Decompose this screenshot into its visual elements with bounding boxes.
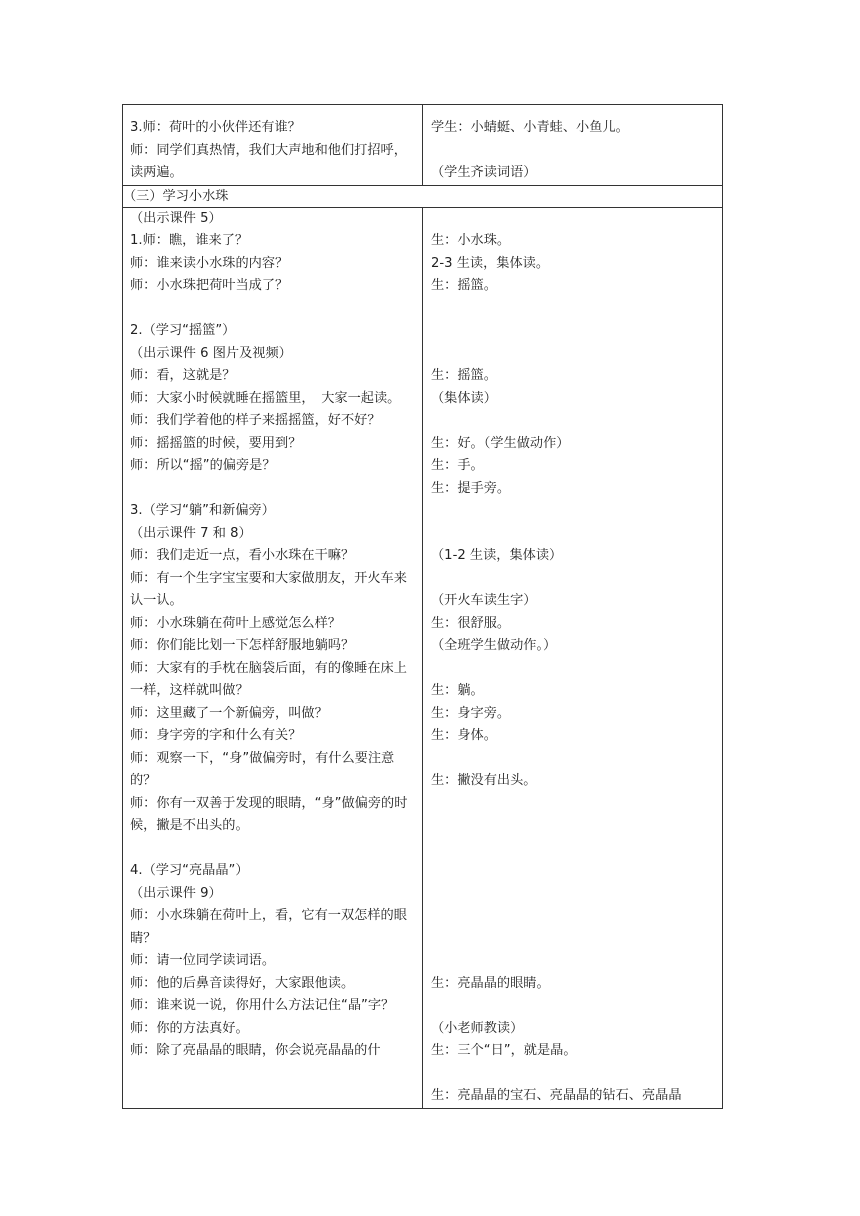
- text-line: [130, 478, 416, 501]
- text-line: [431, 658, 716, 681]
- text-line: [431, 838, 716, 861]
- text-line: 师：我们学着他的样子来摇摇篮，好不好？: [130, 413, 381, 428]
- text-line: [431, 950, 716, 973]
- text-line: [431, 140, 716, 163]
- student-cell: [423, 207, 723, 1108]
- text-line: 生：摇篮。: [431, 368, 497, 383]
- text-line: [431, 748, 716, 771]
- text-line: 师：他的后鼻音读得好，大家跟他读。: [130, 975, 355, 991]
- text-line: 师：谁来说一说，你用什么方法记住“晶”字？: [130, 998, 395, 1013]
- text-line: 师：小水珠躺在荷叶上，看，它有一双怎样的眼睛？: [130, 908, 407, 946]
- text-line: 4.（学习“亮晶晶”）: [130, 863, 249, 878]
- text-line: 师：谁来读小水珠的内容？: [130, 255, 289, 271]
- text-line: （出示课件 7 和 8）: [130, 525, 252, 541]
- text-line: 师：大家小时候就睡在摇篮里， 大家一起读。: [130, 390, 401, 406]
- section-title: （三）学习小水珠: [123, 185, 723, 207]
- text-line: [431, 995, 716, 1018]
- text-line: （出示课件 9）: [130, 885, 222, 901]
- text-line: 生：小水珠。: [431, 233, 511, 248]
- text-line: 生：手。: [431, 458, 484, 473]
- text-line: 生：提手旁。: [431, 480, 511, 496]
- text-line: 生：三个“日”，就是晶。: [431, 1043, 577, 1058]
- text-line: 师：请一位同学读词语。: [130, 953, 276, 968]
- text-line: （出示课件 5）: [130, 210, 222, 226]
- lesson-plan-table: [122, 104, 723, 1109]
- text-line: [431, 208, 716, 231]
- text-line: 生：躺。: [431, 683, 484, 698]
- section-row: [123, 185, 723, 207]
- text-line: 师：除了亮晶晶的眼睛，你会说亮晶晶的什: [130, 1043, 381, 1058]
- text-line: （集体读）: [431, 390, 497, 406]
- text-line: 生：好。（学生做动作）: [431, 435, 570, 451]
- text-line: [431, 298, 716, 321]
- text-line: 2.（学习“摇篮”）: [130, 323, 236, 338]
- text-line: 生：身字旁。: [431, 705, 511, 721]
- text-line: 师：你有一双善于发现的眼睛，“身”做偏旁的时候，撇是不出头的。: [130, 795, 408, 833]
- text-line: 师：所以“摇”的偏旁是？: [130, 458, 276, 473]
- text-line: 生：撇没有出头。: [431, 773, 537, 788]
- text-line: （1-2 生读，集体读）: [431, 548, 563, 563]
- text-line: 3.（学习“躺”和新偏旁）: [130, 503, 275, 518]
- text-line: [431, 905, 716, 928]
- text-line: 师：小水珠躺在荷叶上感觉怎么样？: [130, 615, 341, 631]
- text-line: 生：很舒服。: [431, 615, 511, 631]
- text-line: 师：摇摇篮的时候，要用到？: [130, 435, 302, 451]
- text-line: [431, 860, 716, 883]
- text-line: [431, 523, 716, 546]
- text-line: 师：身字旁的字和什么有关？: [130, 728, 302, 743]
- text-line: [431, 343, 716, 366]
- text-line: 生：亮晶晶的眼睛。: [431, 975, 550, 991]
- text-line: 师：观察一下，“身”做偏旁时，有什么要注意的？: [130, 750, 395, 788]
- text-line: [431, 928, 716, 951]
- teacher-cell: [123, 207, 423, 1108]
- text-line: 师：这里藏了一个新偏旁，叫做？: [130, 705, 328, 721]
- text-line: 师：看，这就是？: [130, 368, 236, 383]
- text-line: （学生齐读词语）: [431, 165, 537, 180]
- text-line: （全班学生做动作。）: [431, 638, 557, 653]
- text-line: [431, 1063, 716, 1086]
- text-line: [431, 410, 716, 433]
- teacher-cell: [123, 105, 423, 186]
- text-line: 师：你的方法真好。: [130, 1020, 249, 1036]
- text-line: 师：我们走近一点，看小水珠在干嘛？: [130, 548, 355, 563]
- text-line: [431, 883, 716, 906]
- text-line: 师：有一个生字宝宝要和大家做朋友，开火车来认一认。: [130, 570, 407, 608]
- text-line: [130, 298, 416, 321]
- text-line: 师：同学们真热情，我们大声地和他们打招呼，读两遍。: [130, 142, 407, 180]
- text-line: 师：你们能比划一下怎样舒服地躺吗？: [130, 638, 355, 653]
- text-line: 师：大家有的手枕在脑袋后面，有的像睡在床上一样，这样就叫做？: [130, 660, 407, 698]
- text-line: 生：亮晶晶的宝石、亮晶晶的钻石、亮晶晶: [431, 1088, 682, 1103]
- text-line: [431, 793, 716, 816]
- text-line: [130, 838, 416, 861]
- text-line: 学生：小蜻蜓、小青蛙、小鱼儿。: [431, 120, 629, 135]
- text-line: [431, 815, 716, 838]
- text-line: [431, 500, 716, 523]
- table-row: [123, 105, 723, 186]
- text-line: （出示课件 6 图片及视频）: [130, 345, 292, 361]
- text-line: 生：摇篮。: [431, 278, 497, 293]
- table-row: [123, 207, 723, 1108]
- text-line: （开火车读生字）: [431, 593, 537, 608]
- text-line: 师：小水珠把荷叶当成了？: [130, 278, 289, 293]
- text-line: [431, 568, 716, 591]
- text-line: 3.师：荷叶的小伙伴还有谁？: [130, 120, 301, 135]
- text-line: [431, 320, 716, 343]
- text-line: （小老师教读）: [431, 1020, 524, 1036]
- text-line: 生：身体。: [431, 728, 497, 743]
- text-line: 2-3 生读，集体读。: [431, 255, 550, 271]
- student-cell: [423, 105, 723, 186]
- text-line: 1.师：瞧，谁来了？: [130, 233, 249, 248]
